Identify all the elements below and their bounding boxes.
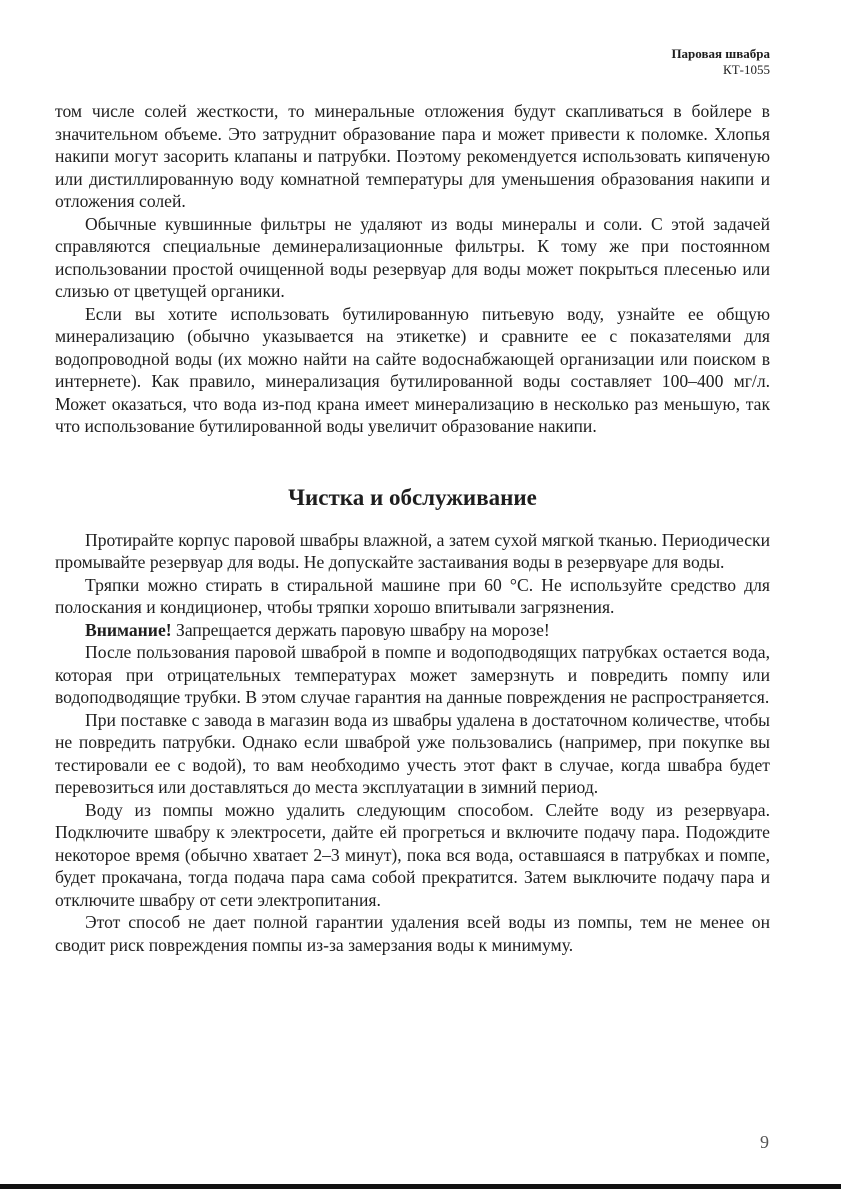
body-paragraph: Протирайте корпус паровой швабры влажной, а затем сухой мягкой тканью. Периодически промывайте резервуар для воды. Не допускайте застаивания воды в резервуаре для воды. — [55, 529, 770, 572]
bottom-edge-rule — [0, 1184, 841, 1189]
section-heading: Чистка и обслуживание — [288, 484, 537, 510]
header-model-number: КТ-1055 — [723, 62, 770, 77]
warning-paragraph — [55, 619, 770, 642]
page-number: 9 — [760, 1132, 769, 1152]
page-body — [55, 100, 770, 956]
body-paragraph: Тряпки можно стирать в стиральной машине при 60 °С. Не используйте средство для полоскания и кондиционер, чтобы тряпки хорошо впитывали загрязнения. — [55, 574, 770, 617]
body-paragraph: Воду из помпы можно удалить следующим способом. Слейте воду из резервуара. Подключите швабру к электросети, дайте ей прогреться и включите подачу пара. Подождите некоторое время (обычно хватает 2–3 минут), пока вся вода, оставшаяся в патрубках и помпе, будет прокачана, тогда подача пара сама собой прекратится. Затем выключите подачу пара и отключите швабру от сети электропитания. — [55, 799, 770, 910]
body-paragraph: Если вы хотите использовать бутилированную питьевую воду, узнайте ее общую минерализацию (обычно указывается на этикетке) и сравните ее с показателями для водопроводной воды (их можно найти на сайте водоснабжающей организации или поиском в интернете). Как правило, минерализация бутилированной воды составляет 100–400 мг/л. Может оказаться, что вода из-под крана имеет минерализацию в несколько раз меньшую, так что использование бутилированной воды увеличит образование накипи. — [55, 303, 770, 436]
header-product-name: Паровая швабра — [671, 46, 770, 61]
body-paragraph: После пользования паровой шваброй в помпе и водоподводящих патрубках остается вода, которая при отрицательных температурах может замерзнуть и повредить помпу или водоподводящие трубки. В этом случае гарантия на данные повреждения не распространяется. — [55, 642, 770, 707]
body-paragraph: При поставке с завода в магазин вода из швабры удалена в достаточном количестве, чтобы не повредить патрубки. Однако если шваброй уже пользовались (например, при покупке вы тестировали ее с водой), то вам необходимо учесть этот факт в случае, когда швабра будет перевозиться или доставляться до места эксплуатации в зимний период. — [55, 709, 770, 797]
body-paragraph: Этот способ не дает полной гарантии удаления всей воды из помпы, тем не менее он сводит риск повреждения помпы из-за замерзания воды к минимуму. — [55, 912, 770, 955]
body-paragraph: Обычные кувшинные фильтры не удаляют из воды минералы и соли. С этой задачей справляются специальные деминерализационные фильтры. К тому же при постоянном использовании простой очищенной воды резервуар для воды может покрыться плесенью или слизью от цветущей органики. — [55, 213, 770, 301]
warning-label: Внимание! — [85, 619, 172, 640]
body-paragraph: том числе солей жесткости, то минеральные отложения будут скапливаться в бойлере в значительном объеме. Это затруднит образование пара и может привести к поломке. Хлопья накипи могут засорить клапаны и патрубки. Поэтому рекомендуется использовать кипяченую или дистиллированную воду комнатной температуры для уменьшения образования накипи и отложения солей. — [55, 101, 770, 211]
warning-text: Запрещается держать паровую швабру на морозе! — [171, 619, 550, 640]
running-header — [671, 46, 770, 78]
